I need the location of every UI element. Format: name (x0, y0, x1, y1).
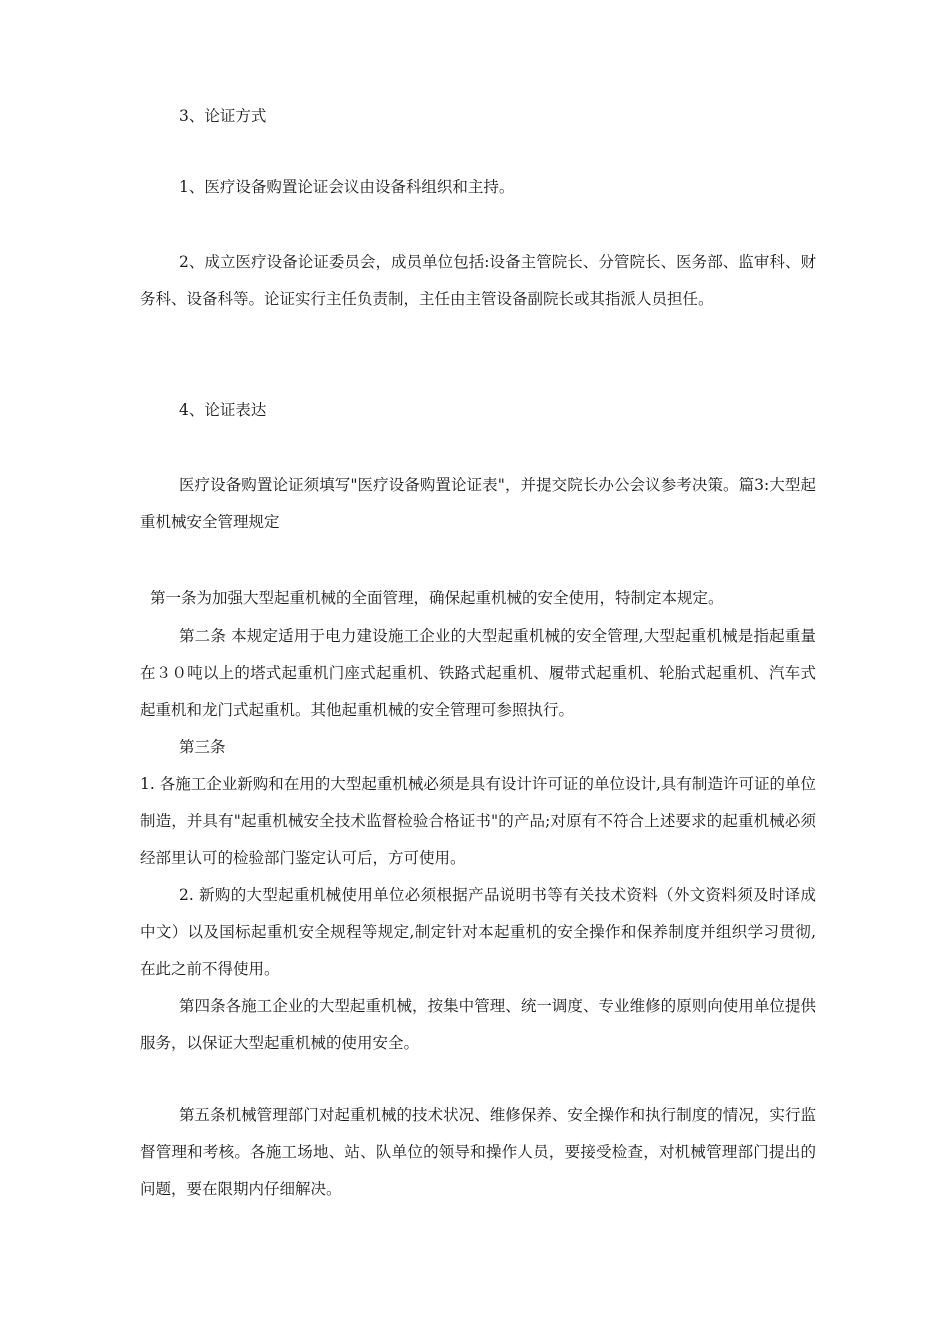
section-heading-4: 4、论证表达 (179, 401, 267, 419)
paragraph-form-requirement: 医疗设备购置论证须填写"医疗设备购置论证表"，并提交院长办公会议参考决策。篇3:大型起重机械安全管理规定 (140, 476, 816, 531)
article-4: 第四条各施工企业的大型起重机械，按集中管理、统一调度、专业维修的原则向使用单位提供服务，以保证大型起重机械的使用安全。 (140, 997, 816, 1052)
article-1: 第一条为加强大型起重机械的全面管理，确保起重机械的安全使用，特制定本规定。 (150, 589, 724, 607)
paragraph-item-1: 1、医疗设备购置论证会议由设备科组织和主持。 (179, 178, 515, 196)
section-heading-3: 3、论证方式 (179, 107, 267, 125)
article-5: 第五条机械管理部门对起重机械的技术状况、维修保养、安全操作和执行制度的情况，实行监督管理和考核。各施工场地、站、队单位的领导和操作人员，要接受检查，对机械管理部门提出的问题，要在限期内仔细解决。 (140, 1106, 816, 1198)
article-3-item-2: 2. 新购的大型起重机械使用单位必须根据产品说明书等有关技术资料（外文资料须及时译成中文）以及国标起重机安全规程等规定,制定针对本起重机的安全操作和保养制度并组织学习贯彻,在此之前不得使用。 (140, 886, 816, 978)
article-3-item-1: 1. 各施工企业新购和在用的大型起重机械必须是具有设计许可证的单位设计,具有制造许可证的单位制造，并具有"起重机械安全技术监督检验合格证书"的产品;对原有不符合上述要求的起重机械必须经部里认可的检验部门鉴定认可后，方可使用。 (140, 775, 816, 867)
article-3-heading: 第三条 (179, 738, 226, 756)
paragraph-item-2: 2、成立医疗设备论证委员会，成员单位包括:设备主管院长、分管院长、医务部、监审科、财务科、设备科等。论证实行主任负责制，主任由主管设备副院长或其指派人员担任。 (140, 253, 816, 308)
article-2: 第二条 本规定适用于电力建设施工企业的大型起重机械的安全管理,大型起重机械是指起重量在３０吨以上的塔式起重机门座式起重机、铁路式起重机、履带式起重机、轮胎式起重机、汽车式起重机和龙门式起重机。其他起重机械的安全管理可参照执行。 (140, 627, 816, 719)
